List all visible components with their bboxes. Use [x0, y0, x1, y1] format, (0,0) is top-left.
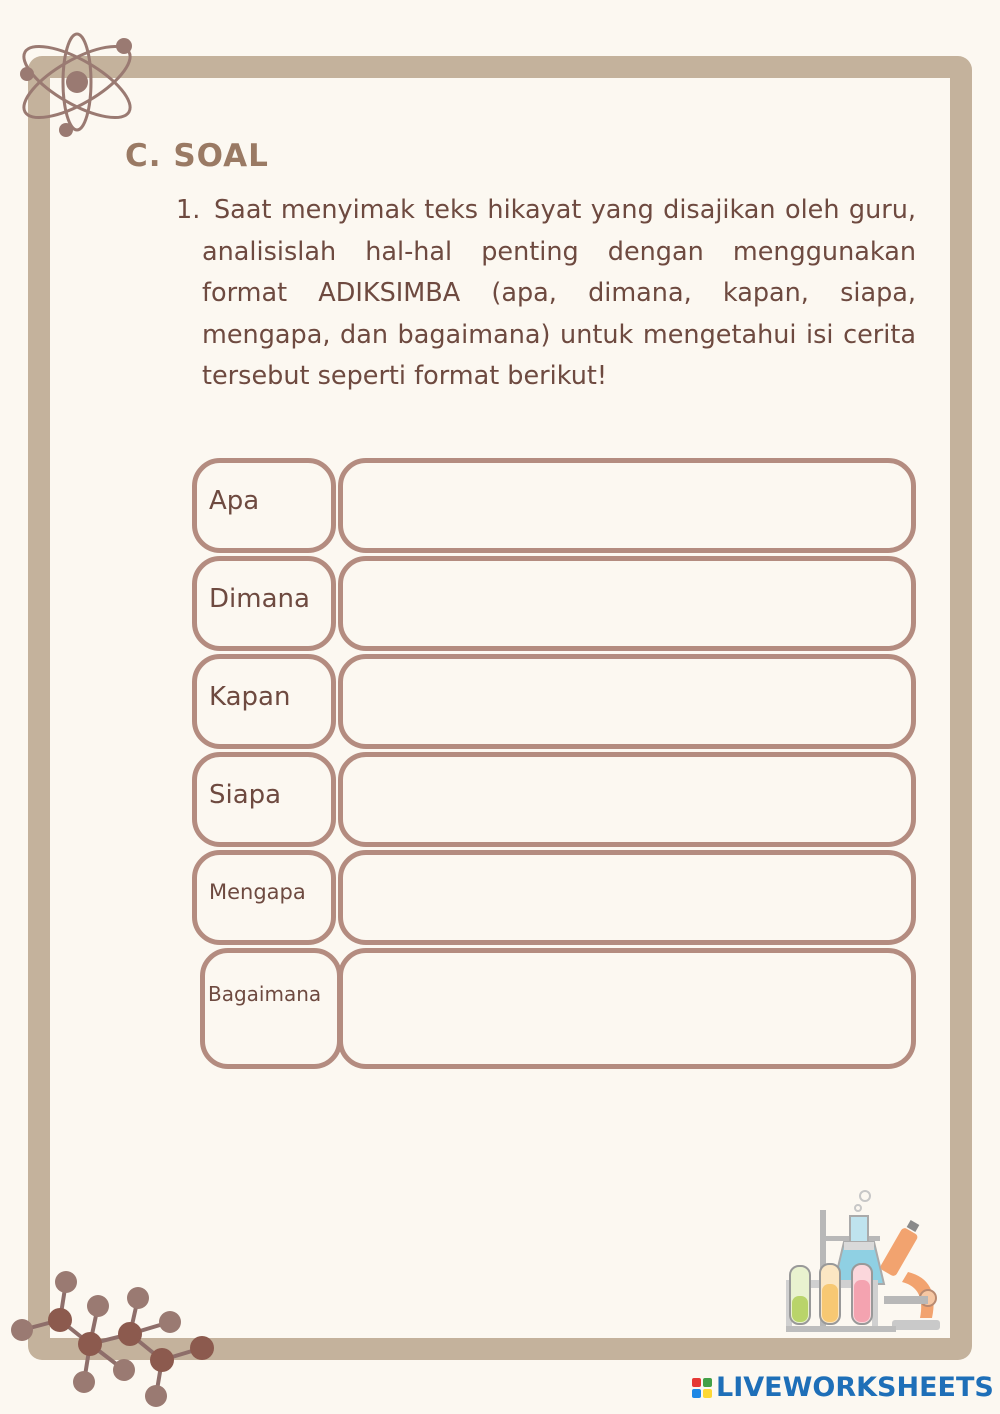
answer-field-kapan[interactable]	[338, 654, 916, 749]
answer-field-dimana[interactable]	[338, 556, 916, 651]
section-heading: C. SOAL	[125, 138, 269, 174]
row-label-mengapa: Mengapa	[209, 880, 306, 904]
row-label-bagaimana: Bagaimana	[208, 982, 322, 1006]
row-label-siapa: Siapa	[209, 780, 282, 810]
atom-icon	[10, 30, 145, 145]
logo-square-red	[692, 1378, 701, 1387]
row-label-apa: Apa	[209, 486, 260, 516]
question-number: 1.	[176, 195, 201, 225]
row-label-dimana: Dimana	[209, 584, 310, 614]
logo-square-blue	[692, 1389, 701, 1398]
logo-square-yellow	[703, 1389, 712, 1398]
row-label-kapan: Kapan	[209, 682, 291, 712]
answer-field-mengapa[interactable]	[338, 850, 916, 945]
liveworksheets-brand[interactable]	[692, 1372, 994, 1403]
question-block	[176, 190, 916, 398]
logo-square-green	[703, 1378, 712, 1387]
label-cell-bagaimana	[200, 948, 342, 1069]
answer-field-siapa[interactable]	[338, 752, 916, 847]
liveworksheets-logo-icon	[692, 1378, 712, 1398]
answer-field-apa[interactable]	[338, 458, 916, 553]
brand-name: LIVEWORKSHEETS	[716, 1372, 994, 1403]
molecule-icon	[0, 1262, 225, 1414]
answer-field-bagaimana[interactable]	[338, 948, 916, 1069]
question-text: Saat menyimak teks hikayat yang disajikan oleh guru, analisislah hal-hal penting dengan menggunakan format ADIKSIMBA (apa, dimana, kapan, siapa, mengapa, dan bagaimana) untuk mengetahui isi cerita tersebut seperti format berikut!	[202, 195, 916, 391]
lab-equipment-icon	[780, 1188, 945, 1336]
